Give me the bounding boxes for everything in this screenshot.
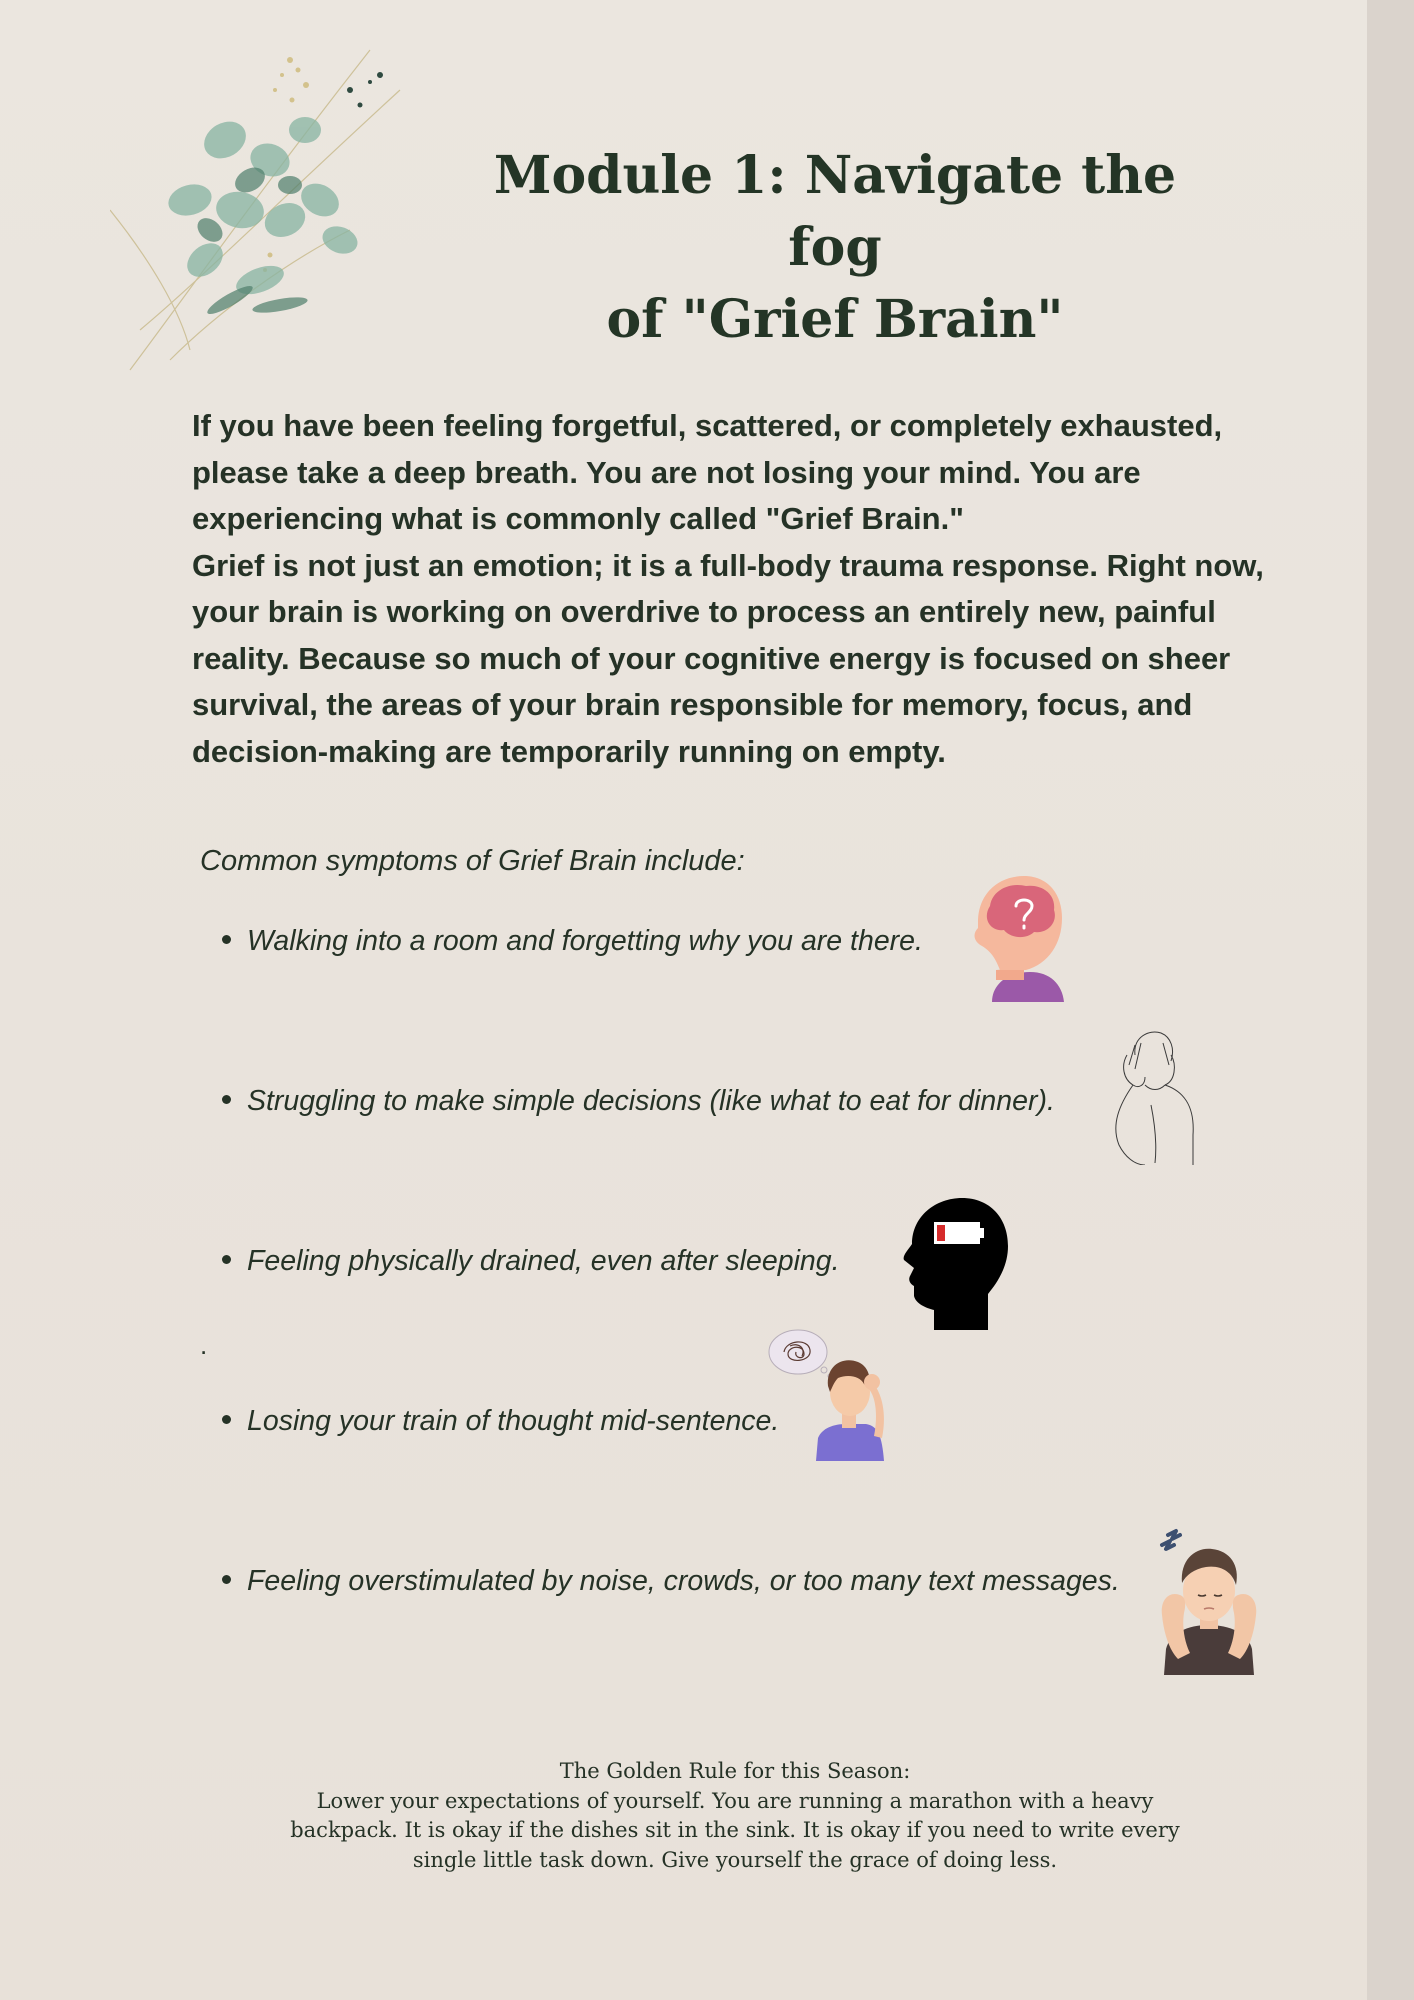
stray-mark: . [200,1330,208,1360]
intro-section [192,403,1312,775]
bullet-dot [222,1415,231,1424]
bullet-dot [222,1095,231,1104]
symptom-text: Walking into a room and forgetting why you are there. [247,925,923,957]
bullet-dot [222,1255,231,1264]
symptoms-heading: Common symptoms of Grief Brain include: [200,845,745,877]
title-line-2: of "Grief Brain" [606,289,1064,350]
page-title [440,140,1230,356]
distressed-person-sketch [1105,1025,1200,1165]
list-item [222,1245,840,1278]
confused-head-icon [970,872,1065,1002]
list-item [222,1405,779,1438]
list-item [222,925,923,958]
tangled-thought-man-illustration [768,1326,903,1461]
title-line-1: Module 1: Navigate the fog [493,145,1177,278]
intro-paragraph-2: Grief is not just an emotion; it is a full-body trauma response. Right now, your brain is working on overdrive to process an entirely new, painful reality. Because so much of your cognitive energy is focused on sheer survival, the areas of your brain responsible for memory, focus, and decision-making are temporarily running on empty. [192,547,1264,769]
covering-ears-person-illustration [1140,1525,1275,1675]
page-edge [1367,0,1414,2000]
golden-rule-section [250,1757,1220,1875]
symptom-text: Feeling overstimulated by noise, crowds, or too many text messages. [247,1565,1120,1597]
symptom-text: Struggling to make simple decisions (like what to eat for dinner). [247,1085,1055,1117]
golden-rule-heading: The Golden Rule for this Season: [559,1759,911,1783]
symptom-text: Feeling physically drained, even after sleeping. [247,1245,840,1277]
intro-paragraph-1: If you have been feeling forgetful, scattered, or completely exhausted, please take a deep breath. You are not losing your mind. You are experiencing what is commonly called "Grief Brain." [192,408,1223,536]
bullet-dot [222,935,231,944]
low-battery-head-icon [900,1198,1010,1330]
eucalyptus-botanical-illustration [110,30,410,380]
symptom-text: Losing your train of thought mid-sentence. [247,1405,780,1437]
bullet-dot [222,1575,231,1584]
list-item [222,1565,1120,1598]
golden-rule-body: Lower your expectations of yourself. You are running a marathon with a heavy backpack. It is okay if the dishes sit in the sink. It is okay if you need to write every single little task down. Give yourself the grace of doing less. [290,1788,1180,1872]
list-item [222,1085,1055,1118]
